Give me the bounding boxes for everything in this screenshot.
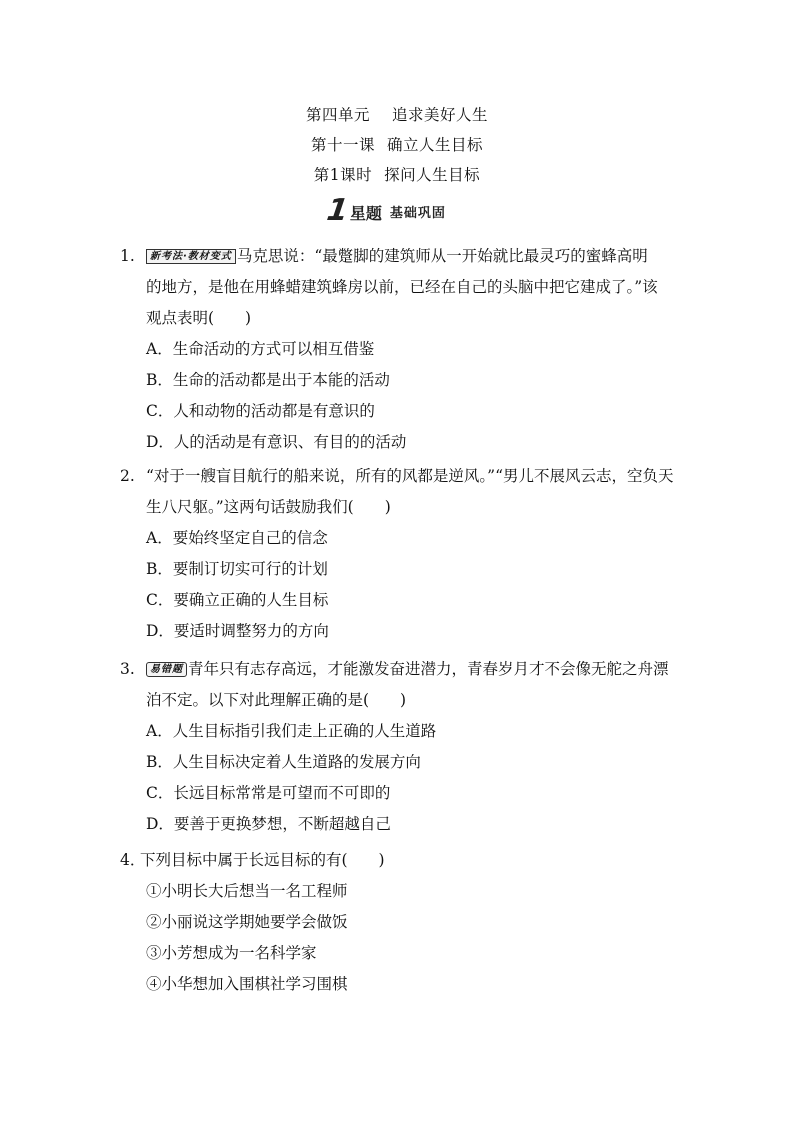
option-4: ④小华想加入围棋社学习围棋 [146,975,348,993]
banner-number: 1 [324,193,351,228]
question-3: 3. 易错题 青年只有志存高远，才能激发奋进潜力，青春岁月才不会像无舵之舟漂 泊不定。以下对此理解正确的是( ) A．人生目标指引我们走上正确的人生道路 B．人生目标决定着人生道路的发展方向 C．长远目标常常是可望而不可即的 D．要善于更换梦想，不断超越自己 [120,654,680,840]
option-a: A．生命活动的方式可以相互借鉴 [146,340,375,358]
option-d: D．人的活动是有意识、有目的的活动 [146,433,407,451]
option-3: ③小芳想成为一名科学家 [146,944,317,962]
question-tag: 易错题 [146,662,187,677]
question-2: 2. “对于一艘盲目航行的船来说，所有的风都是逆风。”“男儿不展风云志，空负天 生八尺躯。”这两句话鼓励我们( ) A．要始终坚定自己的信念 B．要制订切实可行的计划 C．要确立正确的人生目标 D．要适时调整努力的方向 [120,461,680,647]
question-number: 4． [120,851,146,869]
banner-subtitle: 基础巩固 [389,206,446,221]
option-c: C．要确立正确的人生目标 [146,591,329,609]
question-number: 2. [120,467,135,485]
unit-title: 第四单元 追求美好人生 [305,106,489,124]
question-number: 3. [120,660,135,678]
title-block [0,100,794,190]
option-d: D．要适时调整努力的方向 [146,622,329,640]
option-c: C．人和动物的活动都是有意识的 [146,402,375,420]
banner-star-label: 星题 [349,204,382,223]
option-2: ②小丽说这学期她要学会做饭 [146,913,348,931]
option-a: A．要始终坚定自己的信念 [146,529,328,547]
question-number: 1. [120,247,135,265]
question-1: 1. 新考法·教材变式 马克思说：“最蹩脚的建筑师从一开始就比最灵巧的蜜蜂高明 的地方，是他在用蜂蜡建筑蜂房以前，已经在自己的头脑中把它建成了。”该 观点表明( ) A．生命活动的方式可以相互借鉴 B．生命的活动都是出于本能的活动 C．人和动物的活动都是有意识的 D．人的活动是有意识、有目的的活动 [120,241,680,458]
option-a: A．人生目标指引我们走上正确的人生道路 [146,722,437,740]
question-tag: 新考法·教材变式 [146,249,236,264]
question-4: 4．下列目标中属于长远目标的有( ) ①小明长大后想当一名工程师 ②小丽说这学期她要学会做饭 ③小芳想成为一名科学家 ④小华想加入围棋社学习围棋 [120,845,680,1000]
option-1: ①小明长大后想当一名工程师 [146,882,348,900]
section-banner [324,193,446,228]
lesson-title: 第十一课 确立人生目标 [310,136,484,154]
option-c: C．长远目标常常是可望而不可即的 [146,784,391,802]
period-title: 第1课时 探问人生目标 [313,166,481,184]
option-b: B．生命的活动都是出于本能的活动 [146,371,390,389]
option-b: B．人生目标决定着人生道路的发展方向 [146,753,421,771]
option-d: D．要善于更换梦想，不断超越自己 [146,815,391,833]
option-b: B．要制订切实可行的计划 [146,560,328,578]
